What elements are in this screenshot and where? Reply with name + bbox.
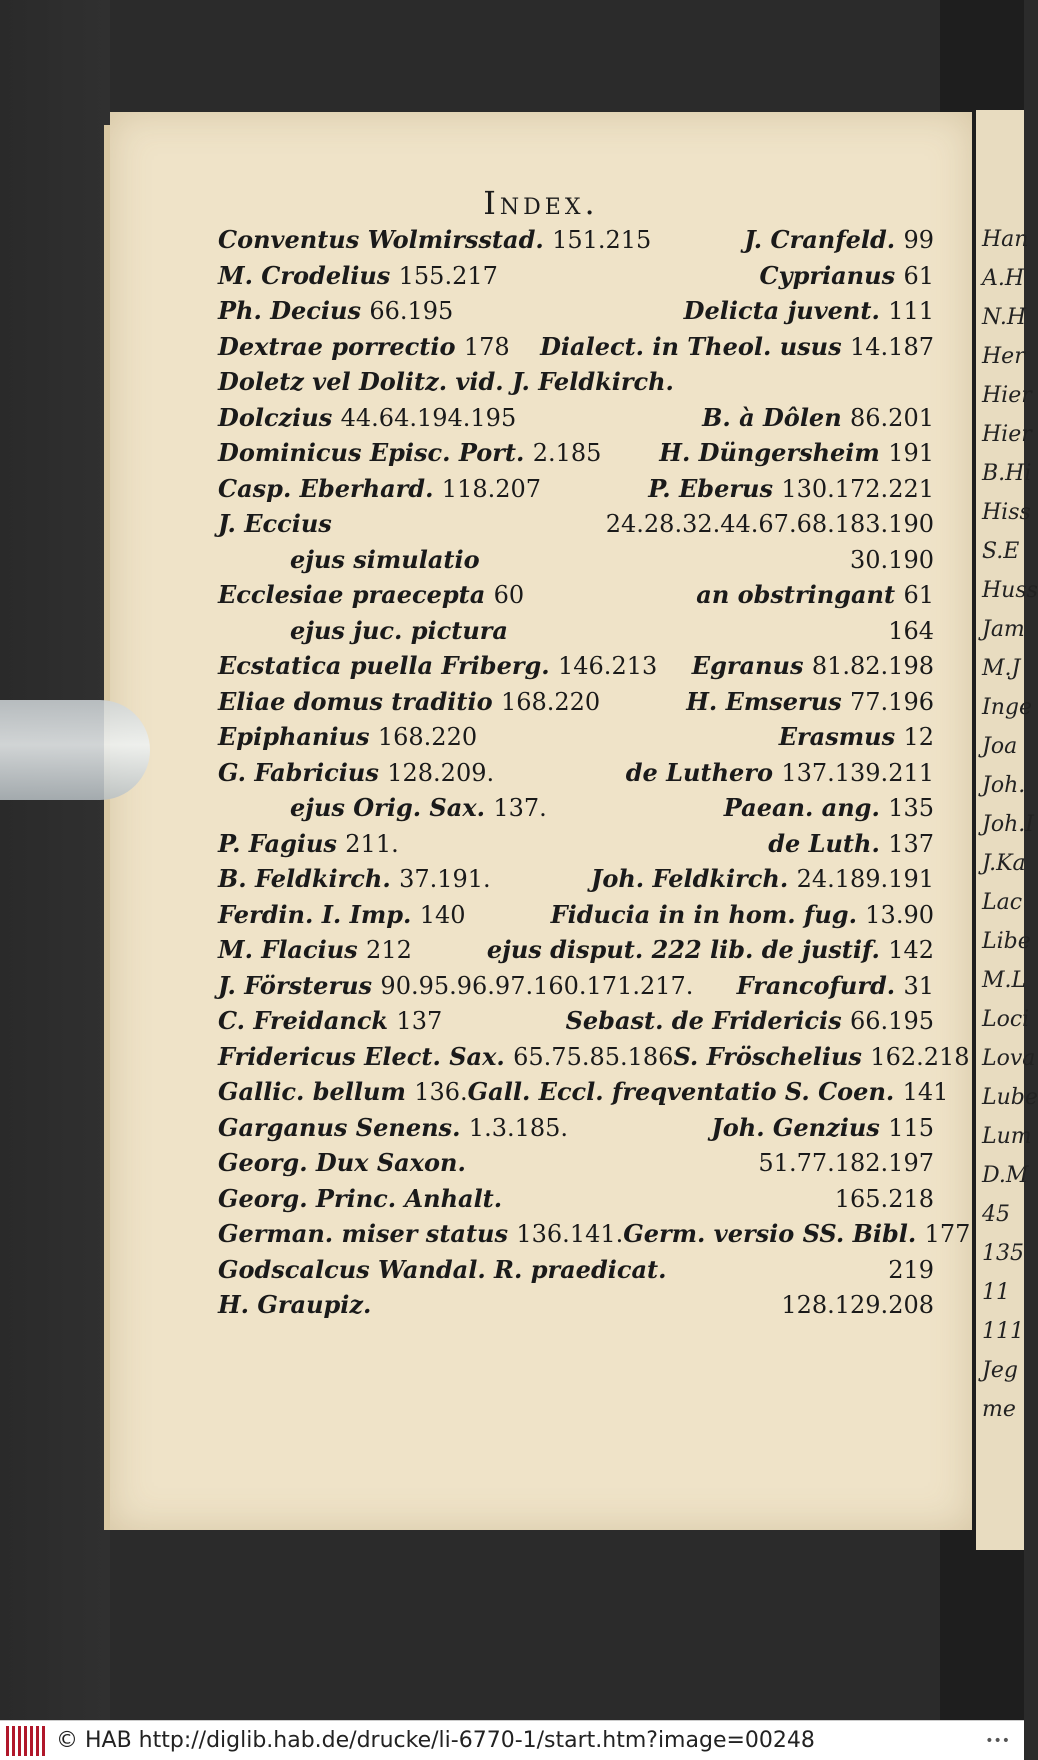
- facing-page-text: Hier: [982, 422, 1032, 447]
- entry-left: [290, 613, 508, 650]
- facing-page-text: Joh.I: [982, 812, 1034, 837]
- index-entry: [218, 790, 934, 826]
- entry-left-pages: 146.213: [558, 652, 658, 680]
- entry-left: [218, 577, 524, 614]
- entry-left-pages: 211.: [345, 829, 399, 858]
- entry-right-term: Joh. Feldkirch.: [590, 864, 789, 893]
- index-entry: [218, 400, 934, 436]
- entry-left-term: Ph. Decius: [218, 296, 361, 325]
- entry-left-term: Epiphanius: [218, 722, 370, 751]
- facing-page-text: J.Ka: [982, 851, 1026, 876]
- facing-page-text: Joa: [982, 734, 1018, 759]
- entry-left: [218, 329, 510, 366]
- entry-left-term: Conventus Wolmirsstad.: [218, 225, 544, 254]
- entry-right: [606, 506, 934, 543]
- entry-right: [487, 932, 934, 969]
- index-entry: [218, 932, 934, 968]
- facing-page-text: Lum: [982, 1124, 1032, 1149]
- entry-right: [684, 293, 934, 330]
- entry-right-pages: 61: [903, 261, 934, 290]
- entry-left: [218, 506, 332, 543]
- entry-left-term: Gallic. bellum: [218, 1077, 406, 1106]
- entry-left-term: C. Freidanck: [218, 1006, 389, 1035]
- entry-right-term: Erasmus: [778, 722, 896, 751]
- facing-page-text: 45: [982, 1202, 1010, 1227]
- entry-left-pages: 65.75.85.186: [513, 1042, 674, 1071]
- entry-right-term: ejus disput. 222 lib. de justif.: [486, 935, 880, 964]
- index-entry: [218, 684, 934, 720]
- facing-page-text: Jam: [982, 617, 1025, 642]
- entry-left-term: ejus simulatio: [290, 544, 480, 574]
- entry-left: [218, 400, 516, 437]
- facing-page-fragment: [976, 110, 1038, 1550]
- entry-right-pages: 99: [903, 226, 934, 254]
- viewer-footer: [0, 1720, 1024, 1760]
- entry-right: [768, 826, 934, 863]
- facing-page-text: Lova: [982, 1046, 1036, 1071]
- facing-page-text: me: [982, 1397, 1016, 1422]
- book-clamp: [0, 700, 150, 800]
- entry-right: [696, 577, 934, 614]
- entry-left-pages: 137: [396, 1007, 443, 1035]
- entry-right-pages: 191: [888, 439, 934, 467]
- entry-right: [551, 897, 934, 934]
- entry-right: [760, 258, 934, 295]
- entry-right-term: Gall. Eccl. freqventatio S. Coen.: [467, 1077, 895, 1106]
- entry-right: [623, 1216, 970, 1253]
- entry-right: [648, 471, 934, 508]
- index-entry: [218, 471, 934, 507]
- footer-source-link[interactable]: © HAB http://diglib.hab.de/drucke/li-6770-1/start.htm?image=00248: [56, 1728, 815, 1753]
- entry-left-pages: 178: [463, 332, 510, 361]
- entry-left-term: M. Crodelius: [218, 260, 391, 290]
- entry-right: [702, 400, 934, 437]
- entry-right-pages: 219: [888, 1255, 934, 1284]
- entry-left-pages: 151.215: [552, 226, 652, 254]
- facing-page-text: Her: [982, 344, 1025, 369]
- entry-right-term: Egranus: [691, 651, 804, 680]
- entry-right-term: H. Emserus: [686, 686, 842, 716]
- entry-right-pages: 61: [903, 581, 934, 609]
- entry-left-pages: 136.: [414, 1078, 468, 1106]
- entry-right-term: J. Cranfeld.: [744, 225, 896, 254]
- entry-right-pages: 128.129.208: [781, 1291, 934, 1319]
- entry-right: [566, 1003, 934, 1040]
- entry-right: [724, 790, 934, 827]
- entry-right-pages: 24.189.191: [796, 865, 934, 893]
- entry-right-term: H. Düngersheim: [659, 438, 880, 467]
- entry-left-term: G. Fabricius: [218, 757, 379, 787]
- more-options-icon[interactable]: •••: [985, 1732, 1010, 1749]
- entry-right-term: Fiducia in in hom. fug.: [550, 899, 857, 929]
- entry-left: [218, 684, 600, 721]
- facing-page-text: Han: [982, 227, 1029, 252]
- entry-right-term: Paean. ang.: [723, 793, 880, 822]
- index-entry: [218, 258, 934, 294]
- index-entry: [218, 1252, 934, 1288]
- entry-right-term: an obstringant: [696, 580, 896, 609]
- entry-right: [468, 1074, 949, 1111]
- index-entry: [218, 897, 934, 933]
- entry-right: [626, 755, 934, 792]
- hab-logo-icon: [6, 1726, 46, 1756]
- index-entry: [218, 613, 934, 649]
- entry-right-term: P. Eberus: [648, 473, 773, 503]
- index-entry: [218, 826, 934, 862]
- entry-left: [218, 293, 453, 330]
- entry-right-pages: 177: [924, 1220, 971, 1248]
- facing-page-text: Jeg: [982, 1358, 1018, 1383]
- entry-right: [673, 1039, 969, 1076]
- facing-page-text: Lube: [982, 1085, 1038, 1110]
- entry-left-pages: 60: [493, 581, 525, 609]
- facing-page-text: N.H: [982, 305, 1027, 330]
- entry-left: [218, 1181, 502, 1218]
- book-page: [110, 112, 972, 1530]
- facing-page-text: D.M: [982, 1163, 1029, 1188]
- index-entry: [218, 435, 934, 471]
- entry-right-pages: 77.196: [850, 687, 934, 716]
- entry-right: [850, 542, 934, 579]
- entry-right-pages: 164: [888, 616, 934, 645]
- entry-right-pages: 31: [903, 971, 934, 1000]
- index-entry: [218, 222, 934, 258]
- entry-left: [218, 897, 466, 934]
- entry-right: [758, 1145, 934, 1182]
- index-entry: [218, 329, 934, 365]
- index-entry: [218, 755, 934, 791]
- index-entries: [218, 222, 971, 1323]
- index-entry: [218, 364, 934, 400]
- index-entry: [218, 1110, 934, 1146]
- facing-page-text: Hier: [982, 383, 1032, 408]
- entry-left: [218, 1252, 666, 1289]
- entry-left-term: Dolczius: [218, 402, 333, 432]
- facing-page-text: M.J: [982, 656, 1021, 681]
- entry-left-term: J. Försterus: [218, 970, 373, 1000]
- entry-left: [218, 719, 477, 756]
- entry-left-pages: 136.141.: [516, 1220, 624, 1248]
- index-entry: [218, 506, 934, 542]
- facing-page-text: M.L: [982, 968, 1027, 993]
- entry-left-term: P. Fagius: [218, 828, 337, 858]
- facing-page-text: S.E: [982, 539, 1020, 564]
- index-entry: [218, 968, 934, 1004]
- entry-left-pages: 137.: [493, 794, 547, 822]
- entry-left-term: Georg. Princ. Anhalt.: [218, 1183, 503, 1213]
- entry-right-pages: 51.77.182.197: [758, 1149, 934, 1177]
- facing-page-text: 135: [982, 1241, 1024, 1266]
- entry-left-term: Dextrae porrectio: [218, 331, 456, 361]
- entry-right-pages: 142: [888, 936, 934, 964]
- entry-left-pages: 37.191.: [399, 865, 491, 893]
- scanner-backdrop-left: [0, 0, 110, 1720]
- entry-right-pages: 30.190: [850, 545, 934, 574]
- entry-right-term: Joh. Genzius: [711, 1112, 880, 1142]
- entry-right: [779, 719, 934, 756]
- entry-left-term: H. Graupiz.: [218, 1290, 372, 1319]
- entry-left-term: Garganus Senens.: [218, 1112, 461, 1142]
- entry-left-term: M. Flacius: [218, 935, 358, 964]
- entry-left-term: Ecstatica puella Friberg.: [218, 651, 550, 680]
- entry-left-pages: 212: [366, 936, 412, 964]
- entry-right: [711, 1110, 934, 1147]
- entry-right-term: Cyprianus: [759, 260, 896, 290]
- entry-left-term: Georg. Dux Saxon.: [218, 1148, 466, 1177]
- entry-left: [218, 1216, 623, 1253]
- entry-right-term: Sebast. de Fridericis: [565, 1006, 842, 1035]
- entry-right-pages: 111: [888, 297, 934, 325]
- entry-left: [218, 435, 601, 472]
- entry-left: [218, 258, 498, 295]
- entry-left-term: Ecclesiae praecepta: [218, 580, 486, 609]
- entry-left: [290, 542, 480, 579]
- entry-right-pages: 141: [902, 1078, 949, 1106]
- facing-page-text: Inge: [982, 695, 1032, 720]
- entry-right: [888, 1252, 934, 1289]
- entry-left: [218, 968, 693, 1005]
- entry-left-pages: 90.95.96.97.160.171.217.: [380, 971, 694, 1000]
- entry-right-pages: 13.90: [865, 900, 934, 929]
- entry-left: [218, 1074, 468, 1111]
- entry-left: [218, 932, 412, 969]
- entry-left-term: Casp. Eberhard.: [218, 473, 434, 503]
- entry-right: [686, 684, 934, 721]
- entry-right-term: S. Fröschelius: [673, 1041, 862, 1071]
- index-entry: [218, 1145, 934, 1181]
- entry-left-term: ejus juc. pictura: [290, 615, 508, 645]
- entry-left: [218, 364, 674, 401]
- entry-left: [218, 471, 541, 508]
- index-entry: [218, 542, 934, 578]
- entry-right-pages: 12: [903, 723, 934, 751]
- entry-right-pages: 66.195: [850, 1007, 934, 1035]
- entry-right-term: de Luth.: [768, 828, 880, 858]
- entry-right-pages: 130.172.221: [781, 474, 934, 503]
- entry-left-term: Doletz vel Dolitz. vid. J. Feldkirch.: [218, 367, 674, 396]
- entry-right-pages: 115: [888, 1113, 934, 1142]
- facing-page-text: 111: [982, 1319, 1024, 1344]
- entry-left-pages: 128.209.: [387, 758, 495, 787]
- facing-page-text: Joh.: [982, 773, 1026, 798]
- entry-left: [218, 222, 651, 259]
- index-entry: [218, 719, 934, 755]
- entry-left-pages: 66.195: [369, 297, 454, 325]
- index-entry: [218, 1287, 934, 1323]
- entry-left-term: Eliae domus traditio: [218, 686, 493, 716]
- entry-right-pages: 81.82.198: [811, 652, 934, 680]
- facing-page-text: B.Hi: [982, 461, 1032, 486]
- entry-right-pages: 14.187: [850, 332, 934, 361]
- facing-page-text: Loci: [982, 1007, 1030, 1032]
- entry-right: [540, 329, 934, 366]
- entry-right-term: Germ. versio SS. Bibl.: [623, 1219, 917, 1248]
- entry-left-term: Fridericus Elect. Sax.: [218, 1041, 505, 1071]
- entry-left: [290, 790, 547, 827]
- entry-left-pages: 168.220: [500, 687, 601, 716]
- entry-left-term: J. Eccius: [218, 509, 332, 538]
- entry-left: [218, 1110, 568, 1147]
- facing-page-text: Huss: [982, 578, 1038, 603]
- facing-page-text: Hiss: [982, 500, 1031, 525]
- entry-left-term: ejus Orig. Sax.: [290, 793, 485, 822]
- entry-left: [218, 826, 399, 863]
- entry-left-pages: 168.220: [377, 723, 478, 751]
- entry-left-pages: 1.3.185.: [468, 1113, 569, 1142]
- facing-page-text: Libe: [982, 929, 1031, 954]
- entry-right-pages: 165.218: [834, 1184, 934, 1213]
- entry-left-pages: 44.64.194.195: [340, 403, 517, 432]
- entry-right: [737, 968, 934, 1005]
- index-entry: [218, 861, 934, 897]
- entry-left: [218, 755, 494, 792]
- index-entry: [218, 1003, 934, 1039]
- index-entry: [218, 1216, 971, 1252]
- entry-left: [218, 1145, 466, 1182]
- entry-left: [218, 1287, 371, 1324]
- entry-right-pages: 162.218: [870, 1042, 970, 1071]
- entry-left-pages: 140: [419, 900, 466, 929]
- entry-right-pages: 137: [888, 829, 934, 858]
- entry-left-term: German. miser status: [218, 1219, 509, 1248]
- page-title: Index.: [483, 184, 599, 222]
- entry-right: [591, 861, 934, 898]
- entry-right-pages: 86.201: [850, 403, 934, 432]
- entry-right: [659, 435, 934, 472]
- index-entry: [218, 577, 934, 613]
- entry-right-term: Francofurd.: [736, 970, 896, 1000]
- index-entry: [218, 1074, 949, 1110]
- entry-right-term: de Luthero: [625, 757, 773, 787]
- facing-page-text: Lac: [982, 890, 1023, 915]
- entry-right-pages: 135: [888, 794, 934, 822]
- entry-left: [218, 648, 657, 685]
- entry-left: [218, 1039, 673, 1076]
- entry-left-pages: 155.217: [398, 261, 498, 290]
- entry-left-term: Godscalcus Wandal. R. praedicat.: [218, 1254, 667, 1284]
- index-entry: [218, 293, 934, 329]
- facing-page-text: 11: [982, 1280, 1010, 1305]
- entry-left-term: Dominicus Episc. Port.: [218, 438, 525, 467]
- entry-right-pages: 137.139.211: [781, 758, 934, 787]
- index-entry: [218, 648, 934, 684]
- entry-right: [744, 222, 934, 259]
- entry-right: [781, 1287, 934, 1324]
- entry-left-pages: 2.185: [532, 439, 602, 467]
- entry-left-term: B. Feldkirch.: [218, 864, 391, 893]
- entry-left-term: Ferdin. I. Imp.: [218, 899, 412, 929]
- index-entry: [218, 1039, 970, 1075]
- index-entry: [218, 1181, 934, 1217]
- entry-left: [218, 861, 491, 898]
- entry-right: [835, 1181, 934, 1218]
- entry-right-pages: 24.28.32.44.67.68.183.190: [605, 510, 934, 538]
- entry-left: [218, 1003, 442, 1040]
- facing-page-text: A.H: [982, 266, 1025, 291]
- entry-right-term: Delicta juvent.: [683, 296, 880, 325]
- entry-right: [692, 648, 934, 685]
- entry-right-term: B. à Dôlen: [702, 402, 842, 432]
- entry-right: [888, 613, 934, 650]
- entry-right-term: Dialect. in Theol. usus: [540, 331, 842, 361]
- entry-left-pages: 118.207: [441, 474, 542, 503]
